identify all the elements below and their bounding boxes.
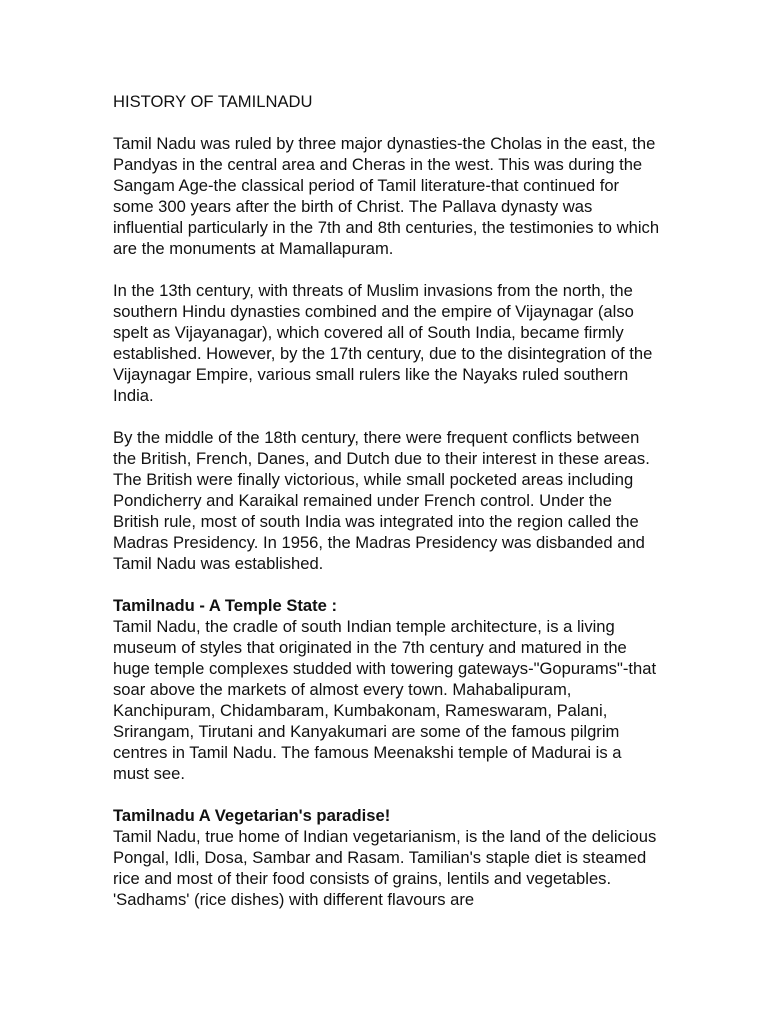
- history-paragraph-1: Tamil Nadu was ruled by three major dynasties-the Cholas in the east, the Pandyas in the central area and Cheras in the west. This was during the Sangam Age-the classical period of Tamil literature-that continued for some 300 years after the birth of Christ. The Pallava dynasty was influential particularly in the 7th and 8th centuries, the testimonies to which are the monuments at Mamallapuram.: [113, 134, 660, 258]
- vegetarian-heading: Tamilnadu A Vegetarian's paradise!: [113, 806, 391, 825]
- temple-state-heading: Tamilnadu - A Temple State :: [113, 596, 338, 615]
- history-paragraph-2: In the 13th century, with threats of Muslim invasions from the north, the southern Hindu dynasties combined and the empire of Vijaynagar (also spelt as Vijayanagar), which covered all of South India, became firmly established. However, by the 17th century, due to the disintegration of the Vijaynagar Empire, various small rulers like the Nayaks ruled southern India.: [113, 281, 653, 405]
- document-content: [113, 91, 661, 931]
- history-paragraph-3: By the middle of the 18th century, there were frequent conflicts between the British, French, Danes, and Dutch due to their interest in these areas. The British were finally victorious, while small pocketed areas including Pondicherry and Karaikal remained under French control. Under the British rule, most of south India was integrated into the region called the Madras Presidency. In 1956, the Madras Presidency was disbanded and Tamil Nadu was established.: [113, 428, 650, 573]
- temple-state-body: Tamil Nadu, the cradle of south Indian temple architecture, is a living museum of styles that originated in the 7th century and matured in the huge temple complexes studded with towering gateways-"Gopurams"-that soar above the markets of almost every town. Mahabalipuram, Kanchipuram, Chidambaram, Kumbakonam, Rameswaram, Palani, Srirangam, Tirutani and Kanyakumari are some of the famous pilgrim centres in Tamil Nadu. The famous Meenakshi temple of Madurai is a must see.: [113, 617, 657, 783]
- document-title: HISTORY OF TAMILNADU: [113, 92, 313, 111]
- vegetarian-body: Tamil Nadu, true home of Indian vegetarianism, is the land of the delicious Pongal, Idli, Dosa, Sambar and Rasam. Tamilian's staple diet is steamed rice and most of their food consists of grains, lentils and vegetables. 'Sadhams' (rice dishes) with different flavours are: [113, 827, 657, 909]
